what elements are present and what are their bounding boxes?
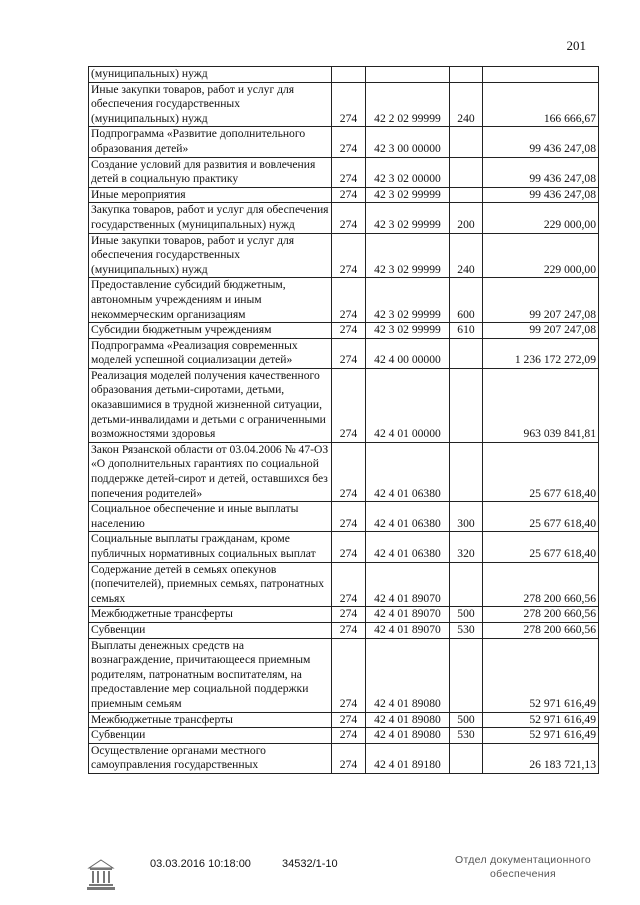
- row-department-code: 274: [332, 338, 366, 368]
- row-amount: 278 200 660,56: [483, 607, 599, 623]
- footer-date: 03.03.2016 10:18:00: [150, 858, 251, 870]
- row-amount: 99 207 247,08: [483, 278, 599, 323]
- row-amount: 963 039 841,81: [483, 368, 599, 442]
- table-row: [89, 728, 599, 744]
- row-department-code: 274: [332, 532, 366, 562]
- footer-department: [448, 853, 598, 881]
- row-amount: 278 200 660,56: [483, 562, 599, 607]
- row-amount: 166 666,67: [483, 82, 599, 127]
- row-amount: 99 436 247,08: [483, 157, 599, 187]
- row-amount: 99 436 247,08: [483, 127, 599, 157]
- row-target-article: 42 4 01 06380: [366, 502, 450, 532]
- row-expense-type: [450, 157, 483, 187]
- row-expense-type: 500: [450, 607, 483, 623]
- row-expense-type: 530: [450, 728, 483, 744]
- row-department-code: 274: [332, 187, 366, 203]
- row-name: Закон Рязанской области от 03.04.2006 № 47-ОЗ «О дополнительных гарантиях по социальной поддержке детей-сирот и детей, оставшихся без попечения родителей»: [89, 442, 332, 501]
- row-amount: 278 200 660,56: [483, 622, 599, 638]
- row-department-code: [332, 67, 366, 83]
- row-amount: 99 207 247,08: [483, 323, 599, 339]
- row-expense-type: [450, 127, 483, 157]
- row-amount: 1 236 172 272,09: [483, 338, 599, 368]
- row-target-article: 42 3 02 99999: [366, 278, 450, 323]
- row-amount: 25 677 618,40: [483, 442, 599, 501]
- row-expense-type: 240: [450, 233, 483, 278]
- row-expense-type: [450, 743, 483, 773]
- table-row: [89, 502, 599, 532]
- footer-document-code: 34532/1-10: [282, 858, 338, 870]
- table-row: [89, 278, 599, 323]
- row-target-article: [366, 67, 450, 83]
- footer-department-line2: обеспечения: [490, 868, 556, 880]
- row-name: Иные мероприятия: [89, 187, 332, 203]
- row-expense-type: 200: [450, 203, 483, 233]
- row-name: Подпрограмма «Развитие дополнительного образования детей»: [89, 127, 332, 157]
- row-department-code: 274: [332, 622, 366, 638]
- row-target-article: 42 4 01 89080: [366, 728, 450, 744]
- row-expense-type: 240: [450, 82, 483, 127]
- row-department-code: 274: [332, 607, 366, 623]
- budget-table-body: [89, 67, 599, 774]
- row-name: Осуществление органами местного самоуправления государственных: [89, 743, 332, 773]
- row-target-article: 42 4 01 89070: [366, 562, 450, 607]
- row-amount: 25 677 618,40: [483, 532, 599, 562]
- row-department-code: 274: [332, 562, 366, 607]
- row-name: (муниципальных) нужд: [89, 67, 332, 83]
- row-amount: 229 000,00: [483, 233, 599, 278]
- row-name: Реализация моделей получения качественного образования детьми-сиротами, детьми, оказавшимися в трудной жизненной ситуации, детьми-инвалидами и детьми с ограниченными возможностями здоровья: [89, 368, 332, 442]
- row-target-article: 42 4 01 00000: [366, 368, 450, 442]
- table-row: [89, 622, 599, 638]
- table-row: [89, 203, 599, 233]
- row-target-article: 42 3 02 99999: [366, 203, 450, 233]
- row-target-article: 42 3 02 00000: [366, 157, 450, 187]
- row-department-code: 274: [332, 638, 366, 712]
- row-expense-type: 610: [450, 323, 483, 339]
- row-name: Межбюджетные трансферты: [89, 607, 332, 623]
- row-department-code: 274: [332, 82, 366, 127]
- row-department-code: 274: [332, 278, 366, 323]
- row-amount: 99 436 247,08: [483, 187, 599, 203]
- table-row: [89, 67, 599, 83]
- row-department-code: 274: [332, 203, 366, 233]
- row-name: Субвенции: [89, 728, 332, 744]
- table-row: [89, 187, 599, 203]
- budget-table: [88, 66, 599, 774]
- table-row: [89, 127, 599, 157]
- row-expense-type: [450, 368, 483, 442]
- row-department-code: 274: [332, 728, 366, 744]
- row-target-article: 42 4 01 89070: [366, 622, 450, 638]
- row-expense-type: 530: [450, 622, 483, 638]
- footer-department-line1: Отдел документационного: [455, 854, 591, 866]
- table-row: [89, 157, 599, 187]
- row-target-article: 42 4 00 00000: [366, 338, 450, 368]
- row-expense-type: 300: [450, 502, 483, 532]
- row-amount: 52 971 616,49: [483, 638, 599, 712]
- table-row: [89, 368, 599, 442]
- row-expense-type: [450, 187, 483, 203]
- row-department-code: 274: [332, 323, 366, 339]
- row-name: Выплаты денежных средств на вознаграждение, причитающееся приемным родителям, патронатным воспитателям, на предоставление мер социальной поддержки приемным семьям: [89, 638, 332, 712]
- row-name: Закупка товаров, работ и услуг для обеспечения государственных (муниципальных) нужд: [89, 203, 332, 233]
- row-department-code: 274: [332, 712, 366, 728]
- row-target-article: 42 4 01 89080: [366, 638, 450, 712]
- row-expense-type: [450, 442, 483, 501]
- row-name: Субвенции: [89, 622, 332, 638]
- row-department-code: 274: [332, 157, 366, 187]
- row-department-code: 274: [332, 442, 366, 501]
- row-department-code: 274: [332, 368, 366, 442]
- row-department-code: 274: [332, 743, 366, 773]
- row-name: Иные закупки товаров, работ и услуг для обеспечения государственных (муниципальных) нужд: [89, 233, 332, 278]
- row-name: Иные закупки товаров, работ и услуг для обеспечения государственных (муниципальных) нужд: [89, 82, 332, 127]
- row-department-code: 274: [332, 127, 366, 157]
- table-row: [89, 532, 599, 562]
- row-expense-type: [450, 338, 483, 368]
- row-expense-type: 320: [450, 532, 483, 562]
- row-amount: 229 000,00: [483, 203, 599, 233]
- row-target-article: 42 4 01 89180: [366, 743, 450, 773]
- row-amount: [483, 67, 599, 83]
- table-row: [89, 638, 599, 712]
- row-target-article: 42 3 00 00000: [366, 127, 450, 157]
- row-name: Субсидии бюджетным учреждениям: [89, 323, 332, 339]
- row-amount: 25 677 618,40: [483, 502, 599, 532]
- row-amount: 52 971 616,49: [483, 712, 599, 728]
- row-expense-type: 600: [450, 278, 483, 323]
- building-stamp-icon: [86, 858, 116, 892]
- row-name: Содержание детей в семьях опекунов (попечителей), приемных семьях, патронатных семьях: [89, 562, 332, 607]
- row-name: Предоставление субсидий бюджетным, автономным учреждениям и иным некоммерческим организациям: [89, 278, 332, 323]
- row-department-code: 274: [332, 233, 366, 278]
- table-row: [89, 743, 599, 773]
- row-name: Создание условий для развития и вовлечения детей в социальную практику: [89, 157, 332, 187]
- row-target-article: 42 4 01 06380: [366, 532, 450, 562]
- row-target-article: 42 2 02 99999: [366, 82, 450, 127]
- table-row: [89, 442, 599, 501]
- row-name: Социальные выплаты гражданам, кроме публичных нормативных социальных выплат: [89, 532, 332, 562]
- row-target-article: 42 3 02 99999: [366, 233, 450, 278]
- row-expense-type: [450, 562, 483, 607]
- table-row: [89, 82, 599, 127]
- row-target-article: 42 3 02 99999: [366, 323, 450, 339]
- table-row: [89, 712, 599, 728]
- table-row: [89, 323, 599, 339]
- row-expense-type: [450, 638, 483, 712]
- row-name: Межбюджетные трансферты: [89, 712, 332, 728]
- table-row: [89, 338, 599, 368]
- row-target-article: 42 4 01 89070: [366, 607, 450, 623]
- table-row: [89, 233, 599, 278]
- row-name: Социальное обеспечение и иные выплаты населению: [89, 502, 332, 532]
- table-row: [89, 562, 599, 607]
- row-amount: 26 183 721,13: [483, 743, 599, 773]
- row-target-article: 42 4 01 06380: [366, 442, 450, 501]
- row-target-article: 42 4 01 89080: [366, 712, 450, 728]
- table-row: [89, 607, 599, 623]
- row-amount: 52 971 616,49: [483, 728, 599, 744]
- row-expense-type: 500: [450, 712, 483, 728]
- page-number: 201: [566, 38, 586, 53]
- row-department-code: 274: [332, 502, 366, 532]
- row-name: Подпрограмма «Реализация современных моделей успешной социализации детей»: [89, 338, 332, 368]
- row-target-article: 42 3 02 99999: [366, 187, 450, 203]
- row-expense-type: [450, 67, 483, 83]
